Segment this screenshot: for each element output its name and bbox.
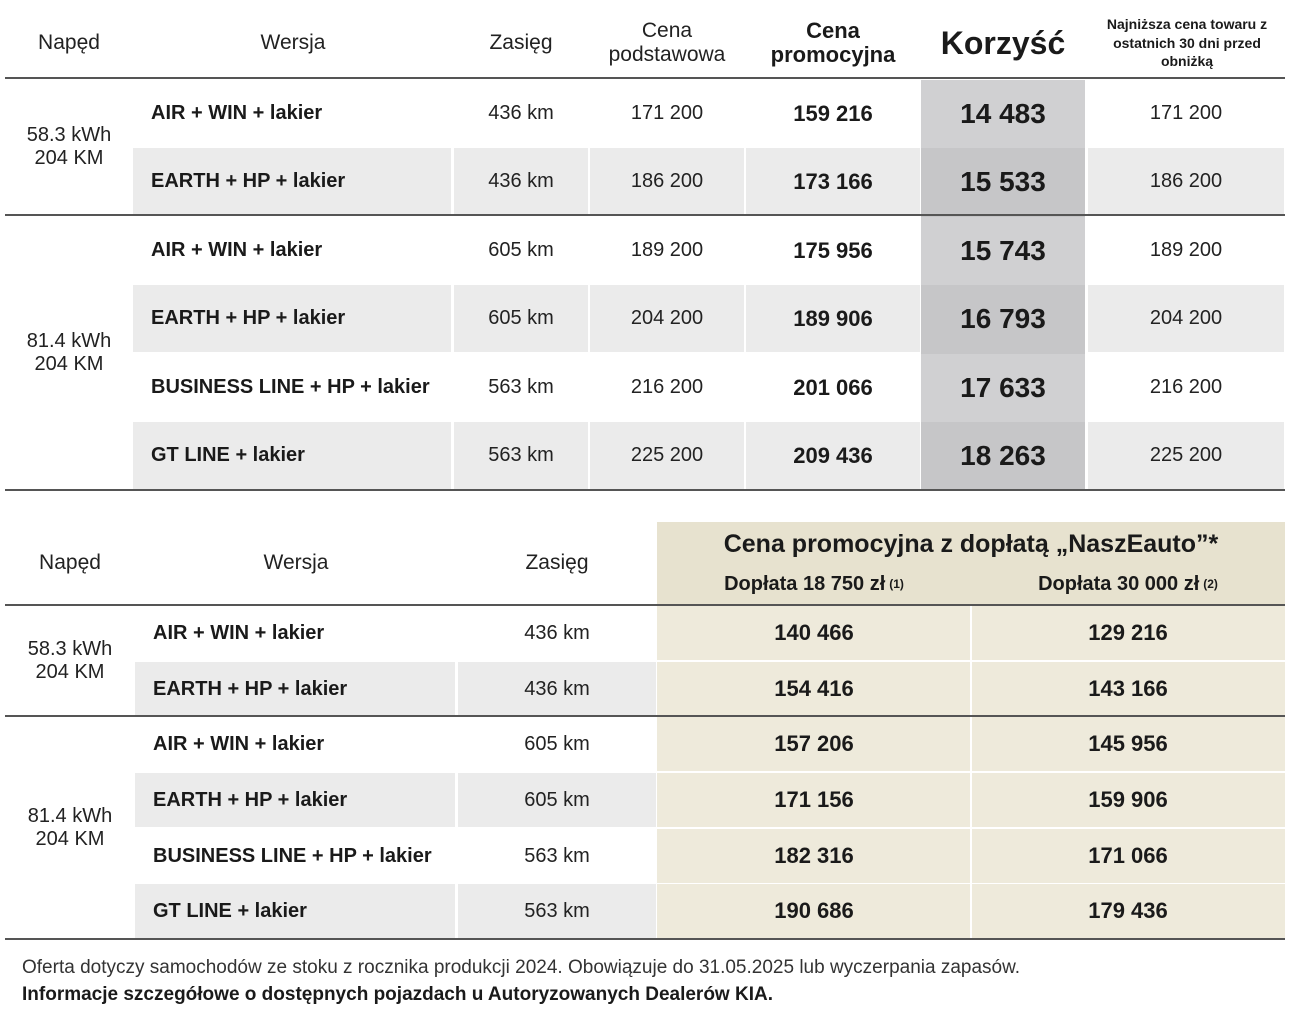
- benefit-cell: 15 743: [960, 234, 1046, 266]
- benefit-cell: 18 263: [960, 439, 1046, 471]
- price-doplata-1-cell: 182 316: [774, 843, 854, 868]
- promo-price-cell: 201 066: [793, 374, 873, 400]
- naped-power: 204 KM: [34, 353, 104, 375]
- price-doplata-2-cell: 143 166: [1088, 676, 1168, 701]
- version-cell: EARTH + HP + lakier: [151, 307, 346, 329]
- doplata-2-label: Dopłata 30 000 zł: [1038, 572, 1200, 595]
- header-rule: [5, 77, 1285, 79]
- version-cell: AIR + WIN + lakier: [151, 239, 323, 261]
- version-cell: BUSINESS LINE + HP + lakier: [153, 844, 432, 867]
- version-cell: GT LINE + lakier: [153, 899, 307, 922]
- range-cell: 436 km: [524, 677, 590, 700]
- range-cell: 563 km: [488, 376, 554, 398]
- price-doplata-2-cell: 179 436: [1088, 898, 1168, 923]
- range-cell: 436 km: [488, 170, 554, 192]
- promo-price-cell: 209 436: [793, 442, 873, 468]
- group-naped-58: [5, 79, 133, 215]
- doplata-1-label: Dopłata 18 750 zł: [724, 572, 886, 595]
- base-price-cell: 189 200: [630, 239, 704, 261]
- price-doplata-1-cell: 171 156: [774, 787, 854, 812]
- lowest-price-cell: 225 200: [1149, 444, 1223, 466]
- version-cell: GT LINE + lakier: [151, 444, 305, 466]
- range-cell: 605 km: [488, 307, 554, 329]
- table-bottom-rule: [5, 489, 1285, 491]
- price-doplata-1-cell: 157 206: [774, 731, 854, 756]
- promo-price-cell: 159 216: [793, 100, 873, 126]
- naped-power: 204 KM: [35, 661, 105, 683]
- doplata-1-footnote: (1): [889, 577, 904, 591]
- header-zasieg: Zasięg: [525, 550, 589, 574]
- base-price-cell: 186 200: [630, 170, 704, 192]
- price-doplata-2-cell: 171 066: [1088, 843, 1168, 868]
- header-naped: Napęd: [39, 550, 101, 574]
- lowest-price-cell: 171 200: [1149, 102, 1223, 124]
- range-cell: 605 km: [488, 239, 554, 261]
- range-cell: 436 km: [488, 102, 554, 124]
- header-naped: Napęd: [38, 30, 100, 54]
- footer-dealer-info: Informacje szczegółowe o dostępnych pojazdach u Autoryzowanych Dealerów KIA.: [22, 984, 773, 1005]
- price-doplata-1-cell: 140 466: [774, 620, 854, 645]
- lowest-price-cell: 216 200: [1149, 376, 1223, 398]
- promo-price-cell: 175 956: [793, 237, 873, 263]
- naped-capacity: 81.4 kWh: [27, 805, 113, 827]
- base-price-cell: 204 200: [630, 307, 704, 329]
- base-price-cell: 216 200: [630, 376, 704, 398]
- header-doplata-2: [971, 566, 1285, 602]
- version-cell: AIR + WIN + lakier: [151, 102, 323, 124]
- doplata-2-footnote: (2): [1203, 577, 1218, 591]
- range-cell: 563 km: [524, 844, 590, 867]
- lowest-price-cell: 189 200: [1149, 239, 1223, 261]
- group-naped-58: [5, 606, 135, 716]
- version-cell: BUSINESS LINE + HP + lakier: [151, 376, 430, 398]
- range-cell: 436 km: [524, 621, 590, 644]
- header-korzysc: Korzyść: [940, 24, 1066, 61]
- header-wersja: Wersja: [263, 550, 329, 574]
- base-price-cell: 171 200: [630, 102, 704, 124]
- naped-capacity: 58.3 kWh: [26, 124, 112, 146]
- promo-price-cell: 173 166: [793, 168, 873, 194]
- naped-power: 204 KM: [35, 828, 105, 850]
- range-cell: 605 km: [524, 732, 590, 755]
- lowest-price-cell: 204 200: [1149, 307, 1223, 329]
- price-doplata-1-cell: 154 416: [774, 676, 854, 701]
- header-doplata-1: [657, 566, 971, 602]
- version-cell: EARTH + HP + lakier: [153, 788, 348, 811]
- header-wersja: Wersja: [260, 30, 326, 54]
- benefit-cell: 17 633: [960, 371, 1046, 403]
- range-cell: 563 km: [488, 444, 554, 466]
- header-cena-podstawowa: Cena podstawowa: [608, 18, 726, 66]
- naped-capacity: 81.4 kWh: [26, 330, 112, 352]
- range-cell: 605 km: [524, 788, 590, 811]
- lowest-price-cell: 186 200: [1149, 170, 1223, 192]
- range-cell: 563 km: [524, 899, 590, 922]
- header-najnizsza-cena: Najniższa cena towaru z ostatnich 30 dni przed obniżką: [1106, 15, 1268, 70]
- group-naped-81: [5, 216, 133, 490]
- version-cell: EARTH + HP + lakier: [151, 170, 346, 192]
- naped-power: 204 KM: [34, 147, 104, 169]
- benefit-cell: 14 483: [960, 97, 1046, 129]
- base-price-cell: 225 200: [630, 444, 704, 466]
- price-doplata-2-cell: 129 216: [1088, 620, 1168, 645]
- header-cena-promocyjna: Cena promocyjna: [770, 17, 896, 67]
- benefit-cell: 16 793: [960, 302, 1046, 334]
- group-naped-81: [5, 717, 135, 939]
- promo-price-cell: 189 906: [793, 305, 873, 331]
- naszeauto-title: Cena promocyjna z dopłatą „NaszEauto”*: [723, 529, 1219, 558]
- benefit-cell: 15 533: [960, 165, 1046, 197]
- price-doplata-2-cell: 159 906: [1088, 787, 1168, 812]
- version-cell: AIR + WIN + lakier: [153, 621, 325, 644]
- version-cell: EARTH + HP + lakier: [153, 677, 348, 700]
- header-zasieg: Zasięg: [489, 30, 553, 54]
- naped-capacity: 58.3 kWh: [27, 638, 113, 660]
- price-doplata-2-cell: 145 956: [1088, 731, 1168, 756]
- price-doplata-1-cell: 190 686: [774, 898, 854, 923]
- footer-offer-note: Oferta dotyczy samochodów ze stoku z rocznika produkcji 2024. Obowiązuje do 31.05.2025 lub wyczerpania zapasów.: [22, 957, 1021, 978]
- table-bottom-rule: [5, 938, 1285, 940]
- version-cell: AIR + WIN + lakier: [153, 732, 325, 755]
